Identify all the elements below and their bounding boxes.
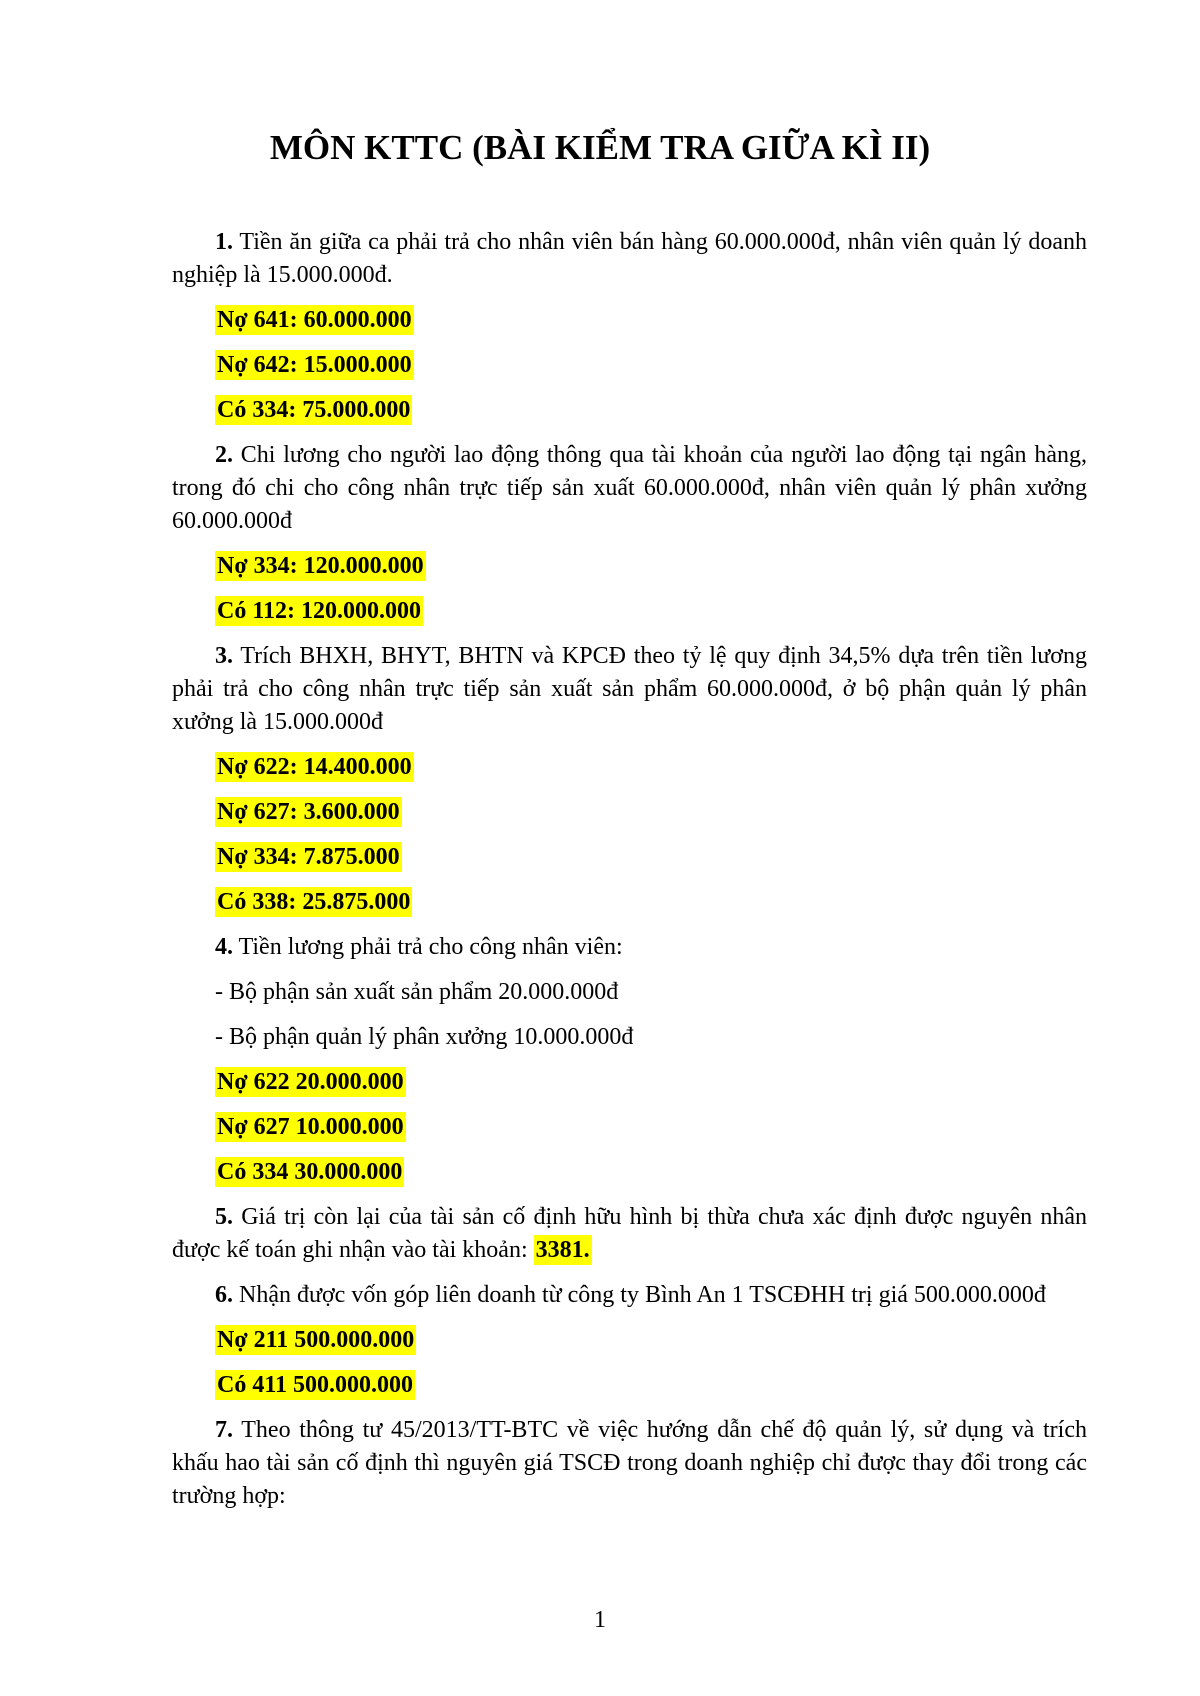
question-7 bbox=[172, 1414, 1087, 1513]
journal-entry bbox=[215, 886, 1087, 919]
highlighted-entry: Nợ 627 10.000.000 bbox=[217, 1114, 404, 1140]
highlighted-entry: Nợ 211 500.000.000 bbox=[217, 1327, 415, 1353]
journal-entry bbox=[215, 550, 1087, 583]
question-3 bbox=[172, 640, 1087, 739]
journal-entry bbox=[215, 595, 1087, 628]
question-text: Giá trị còn lại của tài sản cố định hữu hình bị thừa chưa xác định được nguyên nhân được kế toán ghi nhận vào tài khoản: bbox=[172, 1204, 1087, 1263]
question-4 bbox=[172, 931, 1087, 964]
question-number: 4. bbox=[215, 934, 233, 960]
highlighted-entry: Nợ 641: 60.000.000 bbox=[217, 307, 412, 333]
highlighted-entry: Có 334: 75.000.000 bbox=[217, 397, 411, 423]
journal-entry bbox=[215, 751, 1087, 784]
question-1 bbox=[172, 226, 1087, 292]
question-2 bbox=[172, 439, 1087, 538]
question-number: 6. bbox=[215, 1282, 233, 1308]
highlighted-answer: 3381. bbox=[535, 1237, 590, 1263]
journal-entry bbox=[215, 1156, 1087, 1189]
document-body bbox=[172, 226, 1087, 1525]
highlighted-entry: Có 411 500.000.000 bbox=[217, 1372, 414, 1398]
question-text: Theo thông tư 45/2013/TT-BTC về việc hướng dẫn chế độ quản lý, sử dụng và trích khấu hao tài sản cố định thì nguyên giá TSCĐ trong doanh nghiệp chỉ được thay đổi trong các trường hợp: bbox=[172, 1417, 1087, 1509]
journal-entry bbox=[215, 1066, 1087, 1099]
highlighted-entry: Nợ 334: 7.875.000 bbox=[217, 844, 400, 870]
question-text: Trích BHXH, BHYT, BHTN và KPCĐ theo tỷ lệ quy định 34,5% dựa trên tiền lương phải trả cho công nhân trực tiếp sản xuất sản phẩm 60.000.000đ, ở bộ phận quản lý phân xưởng là 15.000.000đ bbox=[172, 643, 1087, 735]
highlighted-entry: Có 334 30.000.000 bbox=[217, 1159, 403, 1185]
question-number: 1. bbox=[215, 229, 233, 255]
question-number: 7. bbox=[215, 1417, 233, 1443]
highlighted-entry: Nợ 622 20.000.000 bbox=[217, 1069, 404, 1095]
question-text: Tiền ăn giữa ca phải trả cho nhân viên bán hàng 60.000.000đ, nhân viên quản lý doanh nghiệp là 15.000.000đ. bbox=[172, 229, 1087, 288]
page-title: MÔN KTTC (BÀI KIỂM TRA GIỮA KÌ II) bbox=[269, 128, 931, 167]
highlighted-entry: Có 338: 25.875.000 bbox=[217, 889, 411, 915]
question-number: 2. bbox=[215, 442, 233, 468]
sub-line: - Bộ phận sản xuất sản phẩm 20.000.000đ bbox=[215, 979, 619, 1005]
journal-entry bbox=[215, 304, 1087, 337]
highlighted-entry: Có 112: 120.000.000 bbox=[217, 598, 421, 624]
journal-entry bbox=[215, 841, 1087, 874]
journal-entry bbox=[215, 1111, 1087, 1144]
question-text: Chi lương cho người lao động thông qua tài khoản của người lao động tại ngân hàng, trong đó chi cho công nhân trực tiếp sản xuất 60.000.000đ, nhân viên quản lý phân xưởng 60.000.000đ bbox=[172, 442, 1087, 534]
highlighted-entry: Nợ 334: 120.000.000 bbox=[217, 553, 424, 579]
question-number: 5. bbox=[215, 1204, 233, 1230]
sub-line: - Bộ phận quản lý phân xưởng 10.000.000đ bbox=[215, 1024, 634, 1050]
highlighted-entry: Nợ 622: 14.400.000 bbox=[217, 754, 412, 780]
question-number: 3. bbox=[215, 643, 233, 669]
highlighted-entry: Nợ 627: 3.600.000 bbox=[217, 799, 400, 825]
highlighted-entry: Nợ 642: 15.000.000 bbox=[217, 352, 412, 378]
journal-entry bbox=[215, 796, 1087, 829]
question-text: Nhận được vốn góp liên doanh từ công ty Bình An 1 TSCĐHH trị giá 500.000.000đ bbox=[233, 1282, 1046, 1308]
question-6 bbox=[172, 1279, 1087, 1312]
journal-entry bbox=[215, 1369, 1087, 1402]
journal-entry bbox=[215, 1324, 1087, 1357]
page-number: 1 bbox=[594, 1607, 606, 1633]
question-text: Tiền lương phải trả cho công nhân viên: bbox=[233, 934, 623, 960]
journal-entry bbox=[215, 349, 1087, 382]
question-5 bbox=[172, 1201, 1087, 1267]
journal-entry bbox=[215, 394, 1087, 427]
